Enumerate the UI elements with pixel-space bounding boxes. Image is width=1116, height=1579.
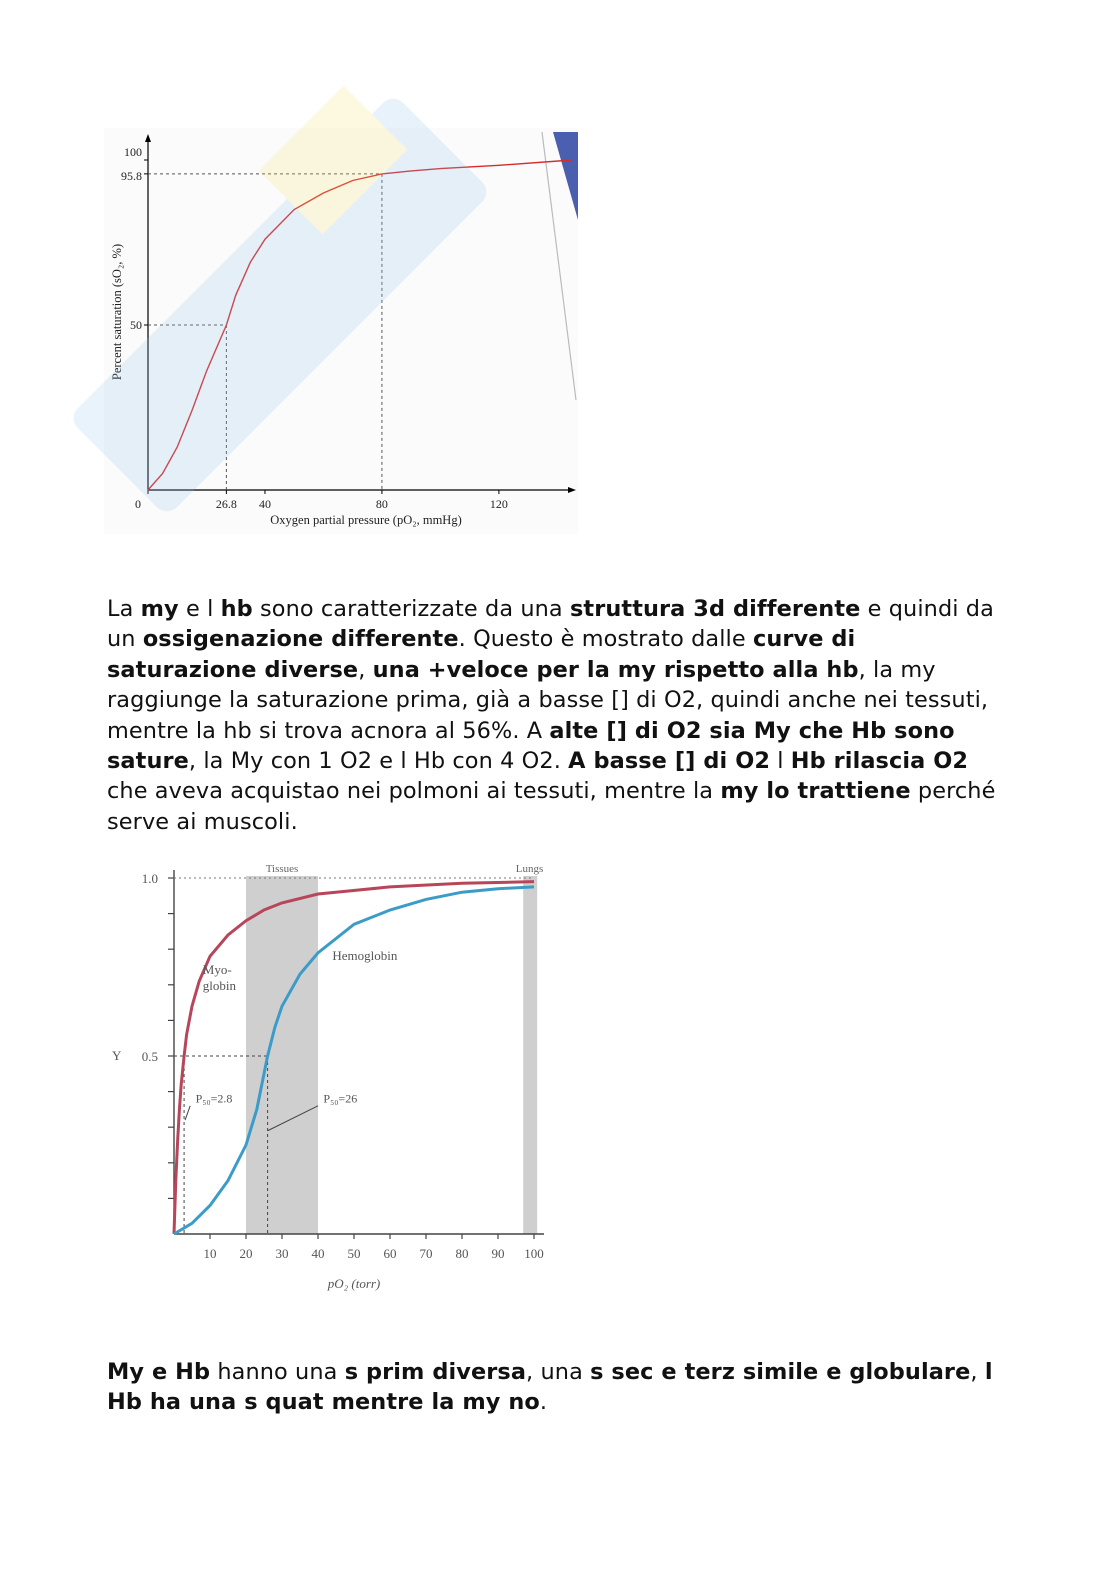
x-axis-label: pO₂ (torr) [327,1276,381,1291]
bold-run: my [140,596,179,622]
x-tick-label: 80 [375,497,388,511]
myoglobin-label: Myo- [202,962,232,978]
region-band [523,876,537,1234]
bold-run: s prim diversa [344,1359,527,1385]
x-tick-label: 120 [489,497,508,511]
x-tick-label: 26.8 [215,497,237,511]
text-run: perché serve ai muscoli. [107,778,996,835]
y-tick-label: 1.0 [141,871,158,886]
x-tick-label: 80 [455,1246,469,1261]
text-run: che aveva acquistao nei polmoni ai tessuti, mentre la [107,778,721,805]
bold-run: A basse [] di O2 [568,748,771,775]
p50-myoglobin-label: P₅₀=2.8 [195,1091,233,1106]
text-run: l [770,748,791,775]
text-run: , [358,656,373,683]
bold-run: alte [] di O2 sia My che Hb sono sature [107,717,955,775]
region-label: Tissues [265,863,299,875]
hemoglobin-label: Hemoglobin [332,947,398,963]
y-tick-label: 0.5 [141,1049,158,1064]
text-run: e l [178,596,221,622]
binding-curves-chart [104,856,564,1301]
bold-run: struttura 3d differente [569,596,861,622]
bold-run: l Hb ha una s quat mentre la my no [107,1359,993,1416]
figure-myoglobin-hemoglobin [104,856,564,1301]
x-tick-label: 10 [203,1246,217,1261]
text-run: , la my raggiunge la saturazione prima, già a basse [] di O2, quindi anche nei tessuti, mentre la hb si trova acnora al 56%. A [107,656,989,744]
paragraph-structure [107,1357,1007,1418]
bold-run: s sec e terz simile e globulare [590,1359,971,1385]
chart-background [104,128,578,534]
y-axis-label: Y [112,1048,122,1063]
text-run: , [970,1359,985,1385]
paragraph-comparison [107,594,1007,837]
y-tick-label: 50 [130,318,142,332]
x-tick-label: 20 [239,1246,253,1261]
x-tick-label: 40 [258,497,271,511]
text-run: , una [526,1359,591,1385]
bold-run: My e Hb [107,1359,211,1385]
x-tick-label: 100 [524,1246,544,1261]
p50-hemoglobin-label: P₅₀=26 [323,1091,358,1106]
x-tick-label: 60 [383,1246,397,1261]
x-tick-label: 90 [491,1246,505,1261]
text-run: , la My con 1 O2 e l Hb con 4 O2. [188,748,569,775]
bold-run: ossigenazione differente [142,626,459,653]
myoglobin-label: globin [202,978,237,994]
x-tick-label: 70 [419,1246,433,1261]
text-run: . [539,1389,548,1416]
bold-run: una +veloce per la my rispetto alla hb [372,656,859,683]
x-axis-label: Oxygen partial pressure (pO₂, mmHg) [270,513,462,527]
bold-run: Hb rilascia O2 [790,748,969,775]
region-band [246,876,318,1234]
annotation-leader [185,1106,190,1120]
hemoglobin-curve [174,887,534,1234]
region-label: Lungs [515,863,544,875]
bold-run: curve di saturazione diverse [107,626,856,683]
y-axis-label: Percent saturation (sO₂, %) [110,243,124,381]
text-run: hanno una [210,1359,345,1385]
text-run: . Questo è mostrato dalle [458,626,753,653]
x-tick-label: 0 [135,497,141,511]
y-tick-label: 100 [124,145,142,159]
x-tick-label: 40 [311,1246,325,1261]
bold-run: hb [220,596,253,622]
x-tick-label: 50 [347,1246,361,1261]
x-tick-label: 30 [275,1246,289,1261]
figure-hemoglobin-saturation [104,128,578,534]
saturation-chart [104,128,578,534]
text-run: sono caratterizzate da una [252,596,570,622]
text-run: La [107,596,141,622]
bold-run: my lo trattiene [720,778,911,805]
text-run: e quindi da un [107,596,994,653]
y-tick-label: 95.8 [121,168,142,183]
